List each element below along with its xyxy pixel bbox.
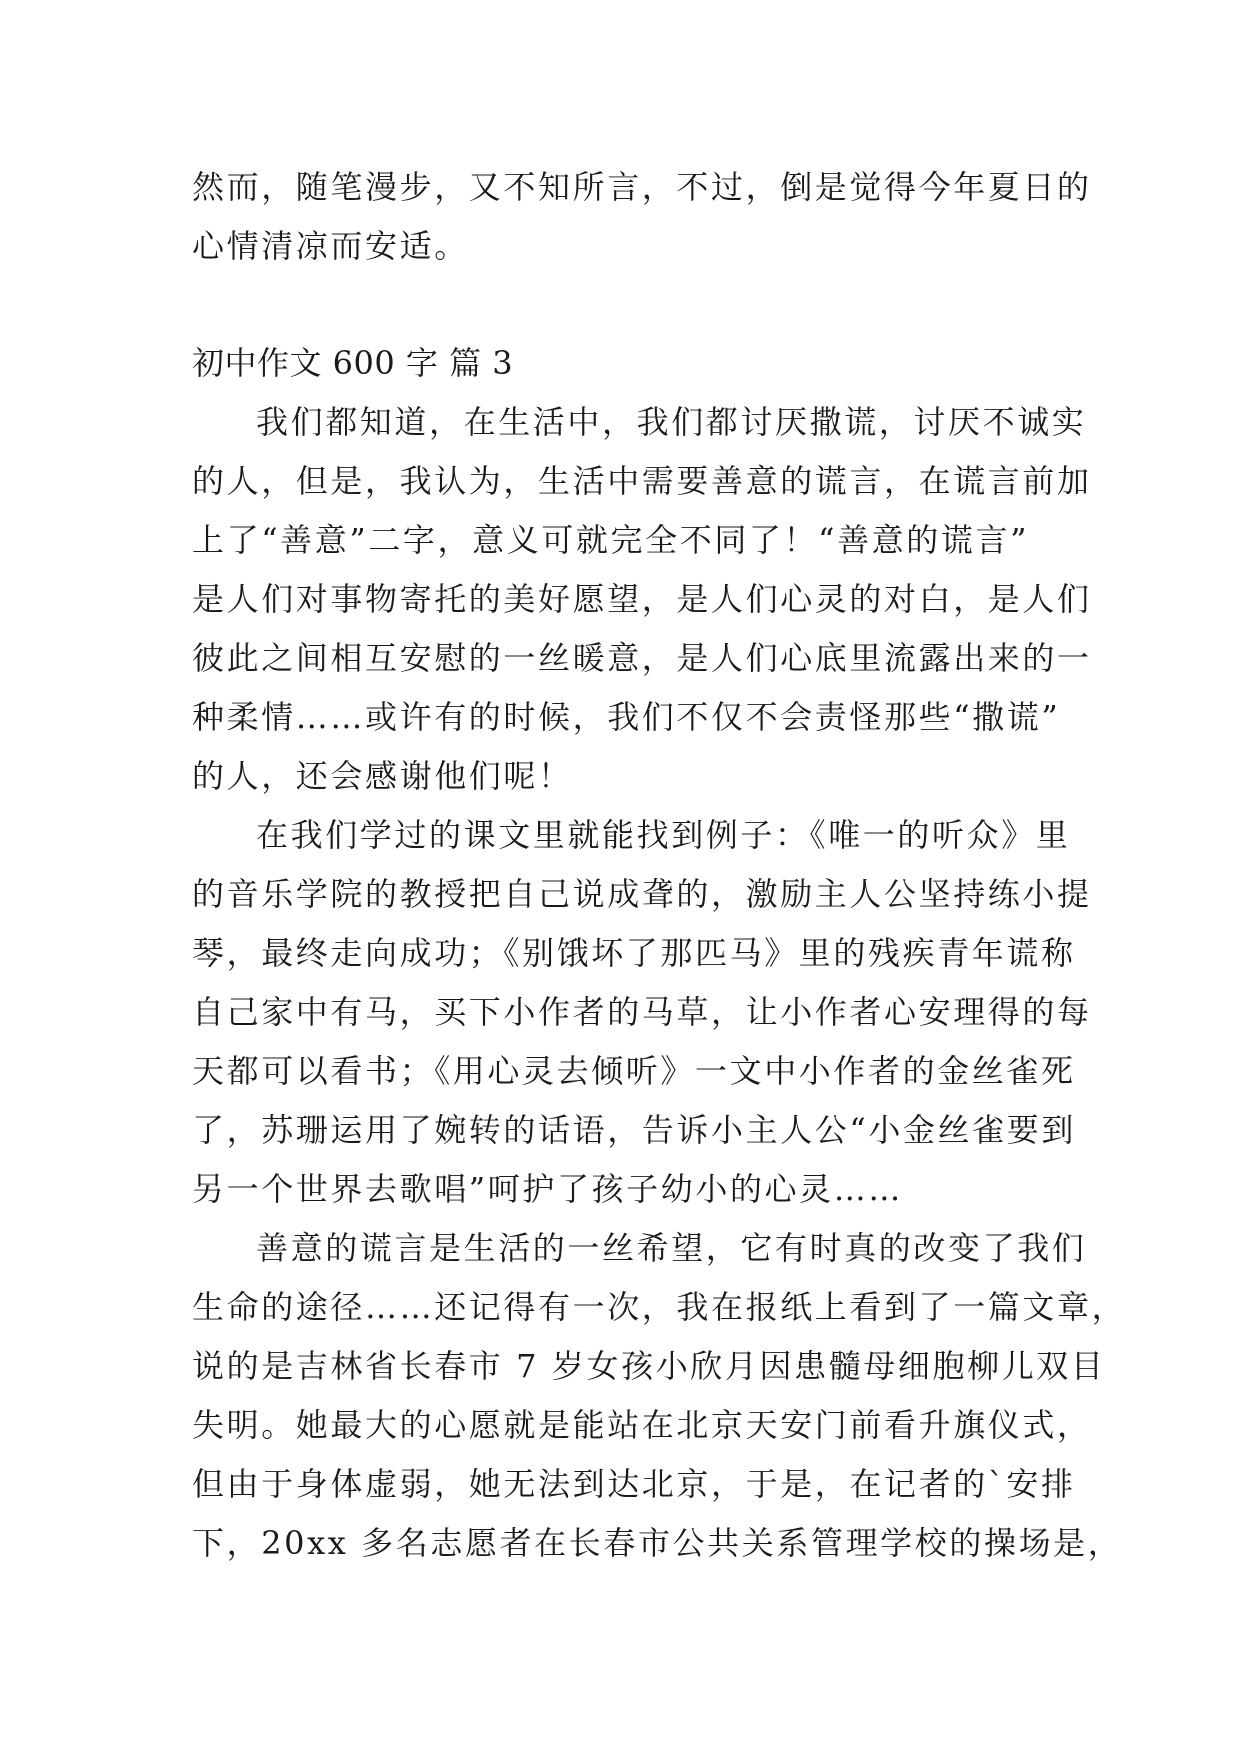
text-line: 彼此之间相互安慰的一丝暖意，是人们心底里流露出来的一 <box>192 639 1092 677</box>
text-line: 下，20xx 多名志愿者在长春市公共关系管理学校的操场是， <box>192 1524 1123 1562</box>
text-line: 的音乐学院的教授把自己说成聋的，激励主人公坚持练小提 <box>192 875 1092 913</box>
text-line: 种柔情……或许有的时候，我们不仅不会责怪那些“撒谎” <box>192 698 1061 736</box>
text-line: 心情清凉而安适。 <box>192 227 469 265</box>
text-line: 上了“善意”二字，意义可就完全不同了！“善意的谎言” <box>192 521 1030 559</box>
section-gap <box>192 276 1058 334</box>
text-line: 琴，最终走向成功；《别饿坏了那匹马》里的残疾青年谎称 <box>192 934 1076 972</box>
text-line: 是人们对事物寄托的美好愿望，是人们心灵的对白，是人们 <box>192 580 1092 618</box>
paragraph-3 <box>192 1219 1127 1573</box>
text-line: 我们都知道，在生活中，我们都讨厌撒谎，讨厌不诚实 <box>256 403 1087 441</box>
text-line: 然而，随笔漫步，又不知所言，不过，倒是觉得今年夏日的 <box>192 168 1092 206</box>
text-line: 但由于身体虚弱，她无法到达北京，于是，在记者的`安排 <box>192 1465 1076 1503</box>
text-line: 自己家中有马，买下小作者的马草，让小作者心安理得的每 <box>192 993 1092 1031</box>
text-line: 天都可以看书；《用心灵去倾听》一文中小作者的金丝雀死 <box>192 1052 1076 1090</box>
text-line: 失明。她最大的心愿就是能站在北京天安门前看升旗仪式， <box>192 1406 1092 1444</box>
text-line: 的人，还会感谢他们呢！ <box>192 757 573 795</box>
text-line: 的人，但是，我认为，生活中需要善意的谎言，在谎言前加 <box>192 462 1092 500</box>
document-body <box>192 158 1127 1573</box>
paragraph-2 <box>192 806 1092 1219</box>
text-line: 说的是吉林省长春市 7 岁女孩小欣月因患髓母细胞柳儿双目 <box>192 1347 1106 1385</box>
text-line: 了，苏珊运用了婉转的话语，告诉小主人公“小金丝雀要到 <box>192 1111 1076 1149</box>
intro-paragraph <box>192 158 1092 276</box>
text-line: 善意的谎言是生活的一丝希望，它有时真的改变了我们 <box>256 1229 1087 1267</box>
section-title: 初中作文 600 字 篇 3 <box>192 344 514 382</box>
paragraph-1 <box>192 393 1092 806</box>
text-line: 另一个世界去歌唱”呵护了孩子幼小的心灵…… <box>192 1170 903 1208</box>
text-line: 在我们学过的课文里就能找到例子：《唯一的听众》里 <box>256 816 1071 854</box>
text-line: 生命的途径……还记得有一次，我在报纸上看到了一篇文章， <box>192 1288 1127 1326</box>
